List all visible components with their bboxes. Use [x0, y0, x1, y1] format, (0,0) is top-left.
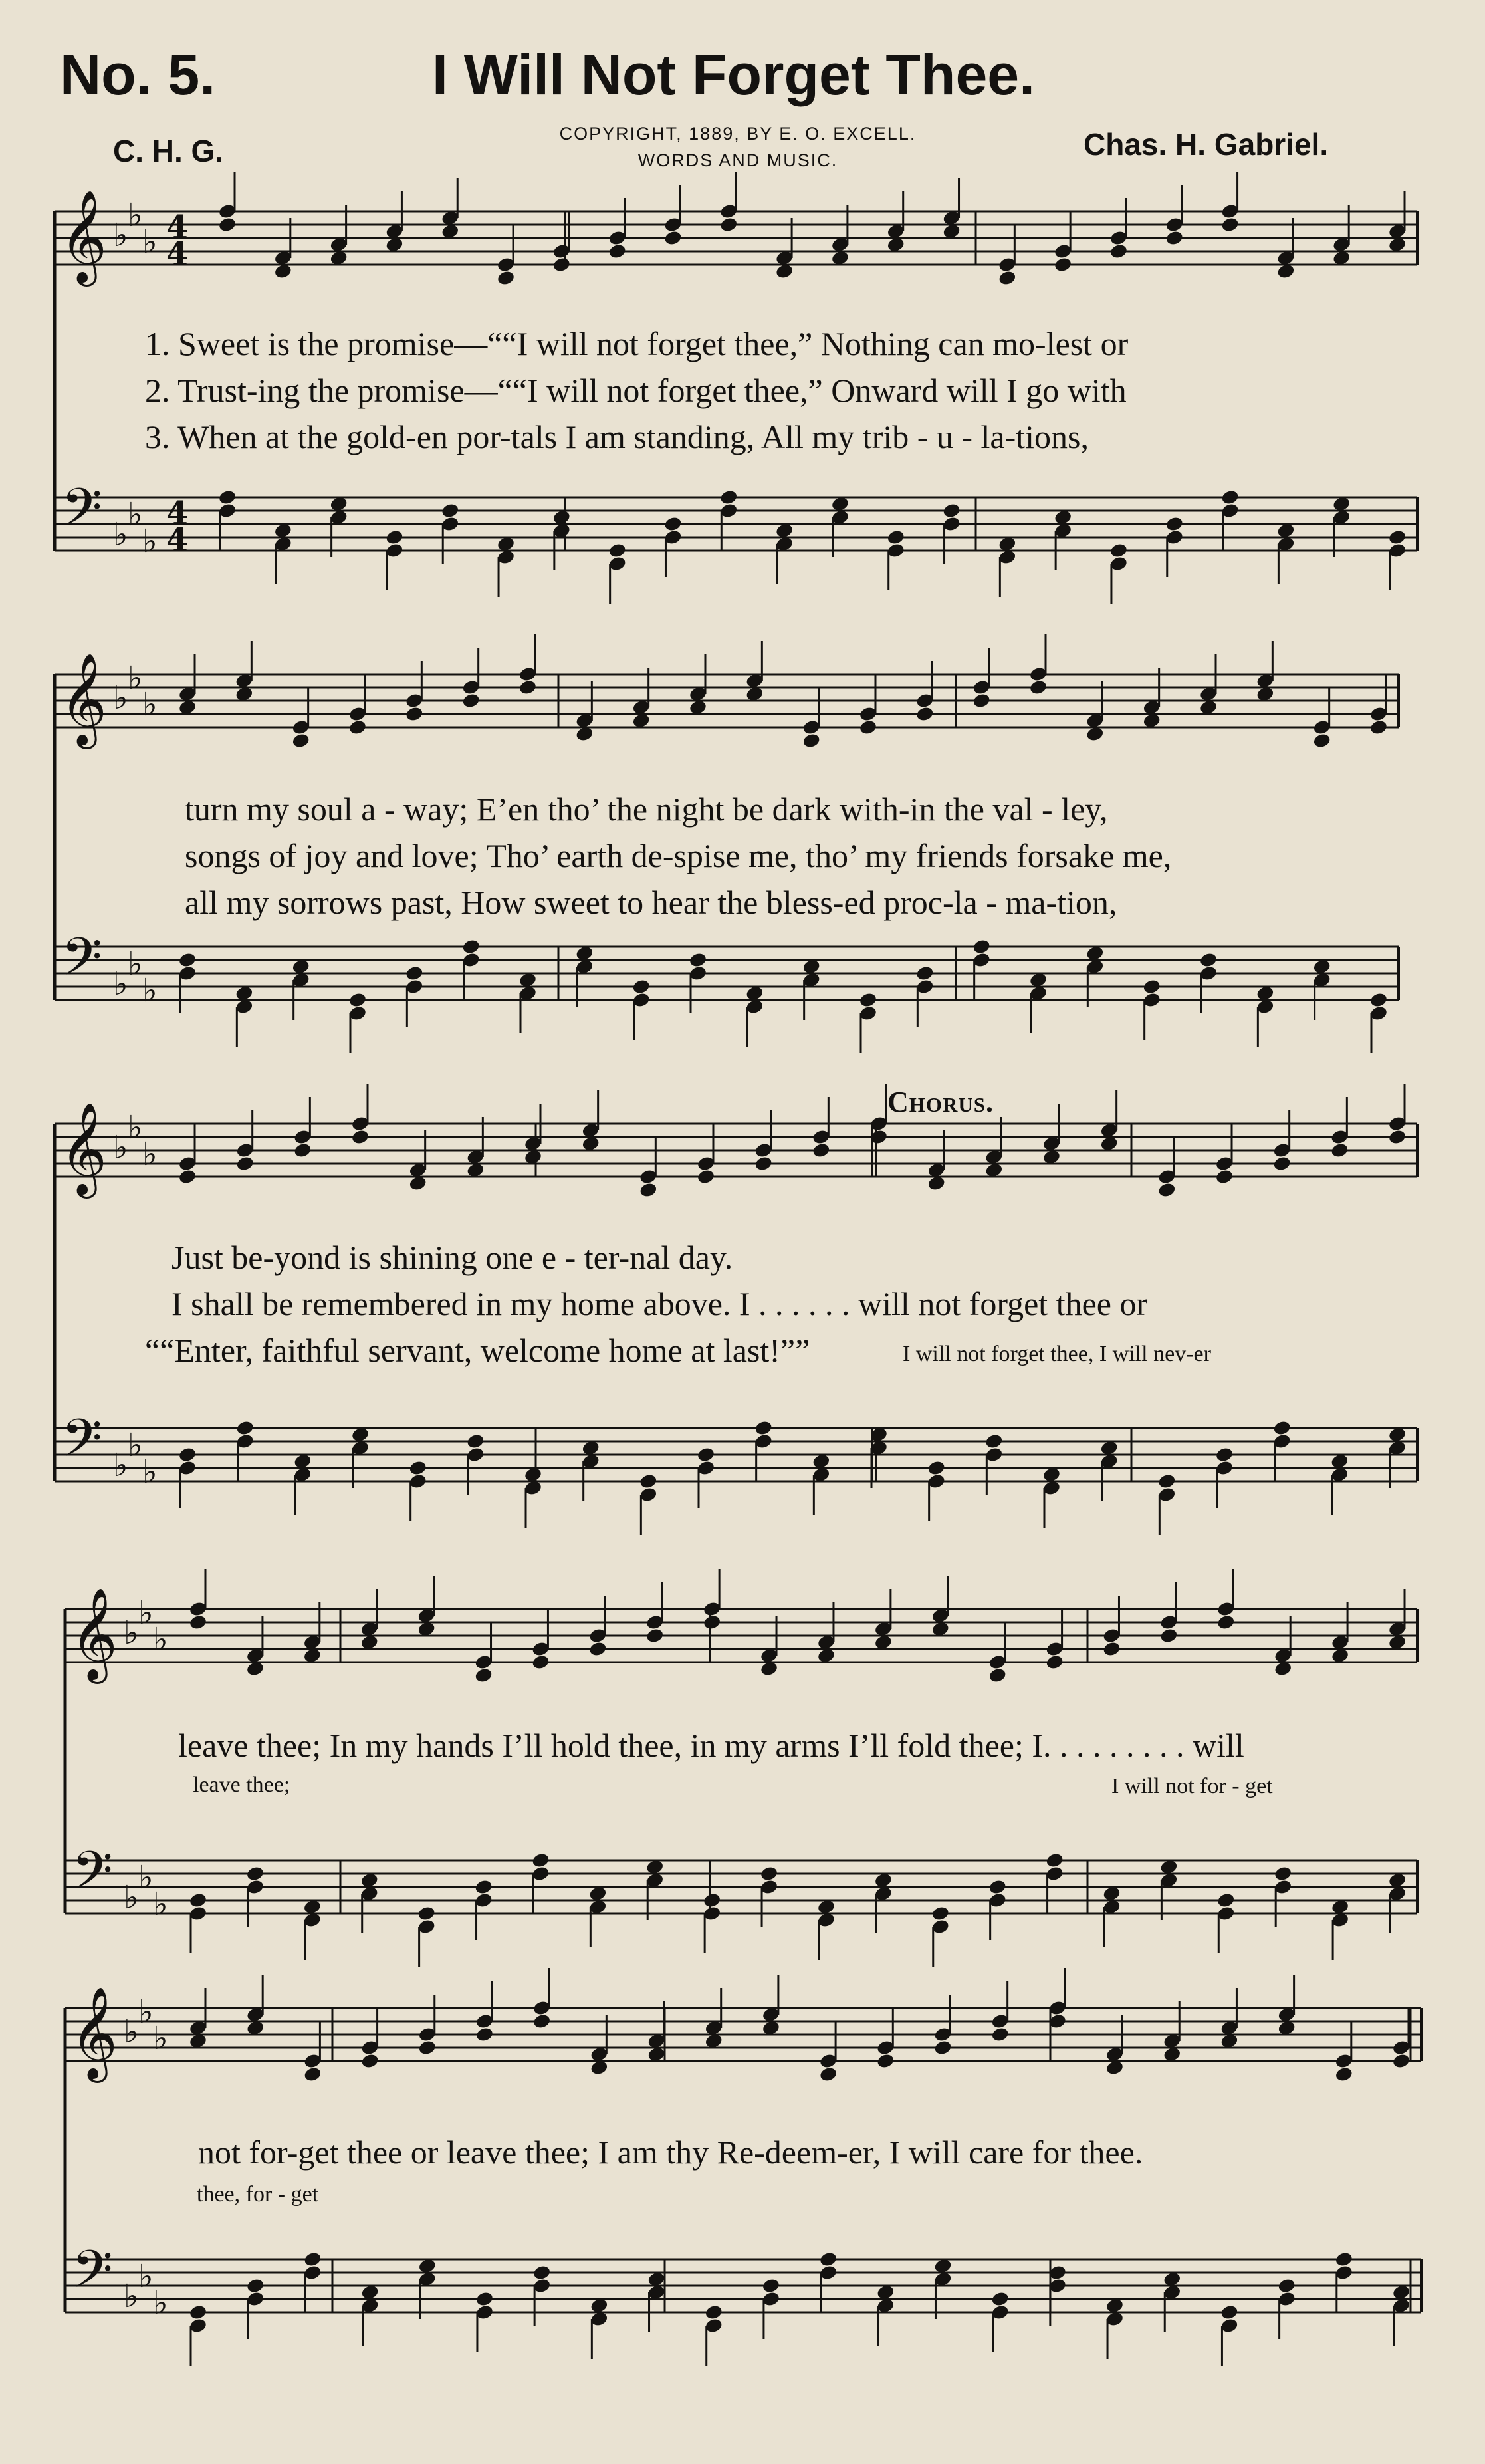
flat-sign-icon: ♭ — [113, 679, 128, 717]
flat-sign-icon: ♭ — [128, 197, 143, 234]
treble-notehead — [552, 256, 572, 273]
bass-notehead — [1045, 1852, 1064, 1868]
treble-clef-icon: 𝄞 — [60, 1102, 107, 1195]
flat-sign-icon: ♭ — [113, 965, 128, 1003]
bass-notehead — [762, 2277, 781, 2294]
lyric-line: turn my soul a - way; E’en tho’ the night be dark with-in the val - ley, — [185, 791, 1108, 828]
treble-notehead — [859, 719, 878, 735]
treble-notehead — [1312, 732, 1331, 749]
treble-notehead — [293, 1142, 312, 1158]
bass-notehead — [990, 2290, 1010, 2307]
flat-sign-icon: ♭ — [124, 1614, 139, 1652]
treble-notehead — [819, 2066, 838, 2082]
bass-notehead — [1369, 991, 1389, 1008]
treble-notehead — [360, 2052, 380, 2069]
bass-notehead — [915, 965, 935, 981]
bass-echo-text: I will not for - get — [1111, 1774, 1273, 1798]
bass-notehead — [1109, 542, 1129, 558]
treble-notehead — [178, 1168, 197, 1185]
flat-sign-icon: ♭ — [142, 1453, 158, 1491]
time-signature: 4 — [166, 521, 189, 558]
flat-sign-icon: ♭ — [128, 1427, 143, 1464]
treble-notehead — [291, 732, 310, 749]
bass-notehead — [385, 529, 404, 545]
bass-notehead — [703, 1892, 722, 1908]
lyric-line: 2. Trust-ing the promise—““I will not forget thee,” Onward will I go with — [145, 372, 1127, 409]
bass-echo-text: thee, for - get — [197, 2182, 319, 2207]
time-signature: 4 — [166, 209, 189, 246]
treble-notehead — [972, 692, 991, 709]
treble-clef-icon: 𝄞 — [60, 653, 107, 745]
bass-notehead — [760, 1865, 779, 1882]
treble-notehead — [461, 692, 481, 709]
bass-notehead — [697, 1446, 716, 1463]
flat-sign-icon: ♭ — [113, 516, 128, 553]
treble-notehead — [703, 1614, 722, 1630]
treble-notehead — [608, 243, 627, 259]
lyric-line: I shall be remembered in my home above. I . . . . . . will not forget thee or — [171, 1285, 1148, 1322]
flat-sign-icon: ♭ — [138, 1859, 154, 1896]
bass-notehead — [886, 529, 905, 545]
bass-notehead — [984, 1433, 1004, 1449]
bass-notehead — [1216, 1892, 1236, 1908]
composer-credit: Chas. H. Gabriel. — [1084, 127, 1329, 162]
flat-sign-icon: ♭ — [128, 1109, 143, 1146]
lyric-line: not for-get thee or leave thee; I am thy Re-deem-er, I will care for thee. — [198, 2134, 1143, 2171]
treble-notehead — [645, 1627, 665, 1644]
treble-notehead — [1369, 719, 1389, 735]
treble-notehead — [1102, 1640, 1121, 1657]
bass-notehead — [1199, 951, 1218, 968]
bass-notehead — [1220, 489, 1240, 505]
bass-notehead — [178, 1446, 197, 1463]
flat-sign-icon: ♭ — [124, 1879, 139, 1916]
bass-notehead — [235, 1419, 255, 1436]
treble-notehead — [754, 1155, 773, 1171]
treble-notehead — [1029, 679, 1048, 695]
treble-clef-icon: 𝄞 — [70, 1588, 118, 1680]
treble-notehead — [235, 1155, 255, 1171]
flat-sign-icon: ♭ — [138, 2258, 154, 2295]
flat-sign-icon: ♭ — [113, 217, 128, 254]
treble-notehead — [1215, 1168, 1234, 1185]
lyric-line: ““Enter, faithful servant, welcome home at last!”” — [145, 1332, 810, 1369]
flat-sign-icon: ♭ — [153, 1886, 168, 1923]
copyright-subline: WORDS AND MUSIC. — [637, 150, 838, 170]
treble-notehead — [518, 679, 538, 695]
bass-notehead — [303, 2251, 322, 2267]
bass-notehead — [754, 1419, 773, 1436]
bass-notehead — [441, 502, 460, 519]
bass-notehead — [1165, 515, 1184, 532]
lyric-line: leave thee; In my hands I’ll hold thee, in my arms I’ll fold thee; I. . . . . . . . . will — [178, 1727, 1244, 1764]
treble-notehead — [1157, 1181, 1177, 1198]
treble-notehead — [988, 1667, 1007, 1683]
treble-notehead — [1334, 2066, 1353, 2082]
treble-notehead — [802, 732, 821, 749]
bass-notehead — [931, 1905, 950, 1921]
bass-clef-icon: 𝄢 — [72, 2239, 113, 2313]
treble-notehead — [417, 2039, 437, 2056]
hymn-title: I Will Not Forget Thee. — [432, 43, 1035, 107]
treble-notehead — [1330, 1142, 1349, 1158]
bass-notehead — [189, 2304, 208, 2320]
treble-notehead — [405, 705, 424, 722]
bass-notehead — [178, 951, 197, 968]
time-signature: 4 — [166, 495, 189, 532]
bass-notehead — [405, 965, 424, 981]
treble-notehead — [697, 1168, 716, 1185]
bass-notehead — [704, 2304, 723, 2320]
bass-notehead — [608, 542, 627, 558]
bass-notehead — [475, 2290, 495, 2307]
flat-sign-icon: ♭ — [124, 2278, 139, 2315]
bass-notehead — [942, 502, 961, 519]
flat-sign-icon: ♭ — [128, 945, 143, 983]
treble-notehead — [876, 2052, 895, 2069]
bass-notehead — [988, 1878, 1007, 1895]
treble-notehead — [1054, 256, 1073, 273]
bass-notehead — [663, 515, 683, 532]
treble-notehead — [348, 719, 368, 735]
flat-sign-icon: ♭ — [124, 2013, 139, 2050]
treble-notehead — [588, 1640, 608, 1657]
time-signature: 4 — [166, 235, 189, 273]
bass-notehead — [1215, 1446, 1234, 1463]
treble-notehead — [663, 229, 683, 246]
chorus-label: Chorus. — [887, 1086, 994, 1118]
flat-sign-icon: ♭ — [138, 1993, 154, 2031]
bass-notehead — [348, 991, 368, 1008]
flat-sign-icon: ♭ — [113, 1129, 128, 1166]
bass-notehead — [1277, 2277, 1296, 2294]
bass-notehead — [246, 2277, 265, 2294]
treble-notehead — [1109, 243, 1129, 259]
lyricist-credit: C. H. G. — [113, 134, 224, 168]
treble-notehead — [719, 216, 739, 233]
bass-notehead — [1388, 529, 1407, 545]
bass-notehead — [719, 489, 739, 505]
treble-notehead — [189, 1614, 208, 1630]
treble-notehead — [639, 1181, 658, 1198]
bass-notehead — [246, 1865, 265, 1882]
lyric-line: songs of joy and love; Tho’ earth de-spise me, tho’ my friends forsake me, — [185, 837, 1172, 874]
bass-notehead — [189, 1892, 208, 1908]
bass-clef-icon: 𝄢 — [61, 1408, 102, 1482]
treble-notehead — [998, 269, 1017, 286]
treble-notehead — [1159, 1627, 1179, 1644]
treble-notehead — [1388, 1128, 1407, 1145]
bass-notehead — [1157, 1473, 1177, 1489]
flat-sign-icon: ♭ — [153, 2284, 168, 2322]
bass-notehead — [1274, 1865, 1293, 1882]
bass-notehead — [1220, 2304, 1239, 2320]
bass-notehead — [474, 1878, 493, 1895]
bass-clef-icon: 𝄢 — [72, 1840, 113, 1914]
bass-echo-text: leave thee; — [193, 1773, 290, 1797]
flat-sign-icon: ♭ — [128, 660, 143, 697]
hymn-number: No. 5. — [60, 43, 216, 107]
flat-sign-icon: ♭ — [113, 1447, 128, 1484]
treble-notehead — [532, 2013, 552, 2029]
treble-notehead — [812, 1142, 831, 1158]
bass-notehead — [1334, 2251, 1353, 2267]
bass-notehead — [972, 938, 991, 955]
treble-notehead — [531, 1654, 550, 1670]
bass-notehead — [461, 938, 481, 955]
lyric-line: Just be-yond is shining one e - ter-nal day. — [171, 1239, 733, 1276]
flat-sign-icon: ♭ — [153, 1621, 168, 1658]
bass-notehead — [466, 1433, 485, 1449]
bass-notehead — [1142, 978, 1161, 995]
treble-notehead — [1045, 1654, 1064, 1670]
bass-notehead — [689, 951, 708, 968]
flat-sign-icon: ♭ — [138, 1594, 154, 1632]
treble-notehead — [474, 1667, 493, 1683]
treble-notehead — [475, 2026, 495, 2042]
flat-sign-icon: ♭ — [142, 523, 158, 560]
treble-notehead — [933, 2039, 953, 2056]
bass-notehead — [927, 1459, 946, 1476]
treble-notehead — [990, 2026, 1010, 2042]
flat-sign-icon: ♭ — [142, 972, 158, 1009]
bass-notehead — [1272, 1419, 1292, 1436]
flat-sign-icon: ♭ — [142, 1136, 158, 1173]
flat-sign-icon: ♭ — [153, 2020, 168, 2057]
bass-notehead — [532, 2264, 552, 2280]
flat-sign-icon: ♭ — [128, 496, 143, 533]
bass-notehead — [639, 1473, 658, 1489]
treble-notehead — [915, 705, 935, 722]
copyright-line: COPYRIGHT, 1889, BY E. O. EXCELL. — [559, 124, 917, 144]
bass-notehead — [531, 1852, 550, 1868]
treble-notehead — [351, 1128, 370, 1145]
bass-echo-text: I will not forget thee, I will nev-er — [903, 1342, 1211, 1366]
treble-clef-icon: 𝄞 — [60, 190, 107, 283]
treble-notehead — [303, 2066, 322, 2082]
bass-notehead — [631, 978, 651, 995]
treble-notehead — [1220, 216, 1240, 233]
lyric-line: all my sorrows past, How sweet to hear the bless-ed proc-la - ma-tion, — [185, 884, 1117, 921]
flat-sign-icon: ♭ — [142, 686, 158, 723]
treble-notehead — [1392, 2052, 1411, 2069]
treble-notehead — [497, 269, 516, 286]
bass-notehead — [218, 489, 237, 505]
treble-notehead — [1165, 229, 1184, 246]
lyric-line: 1. Sweet is the promise—““I will not forget thee,” Nothing can mo-lest or — [145, 325, 1129, 362]
bass-notehead — [819, 2251, 838, 2267]
treble-clef-icon: 𝄞 — [70, 1987, 118, 2079]
bass-notehead — [859, 991, 878, 1008]
treble-notehead — [1272, 1155, 1292, 1171]
lyric-line: 3. When at the gold-en por-tals I am standing, All my trib - u - la-tions, — [145, 418, 1089, 455]
bass-notehead — [417, 1905, 436, 1921]
bass-notehead — [408, 1459, 427, 1476]
flat-sign-icon: ♭ — [142, 223, 158, 261]
bass-clef-icon: 𝄢 — [61, 926, 102, 1001]
treble-notehead — [1216, 1614, 1236, 1630]
treble-notehead — [218, 216, 237, 233]
bass-clef-icon: 𝄢 — [61, 477, 102, 551]
